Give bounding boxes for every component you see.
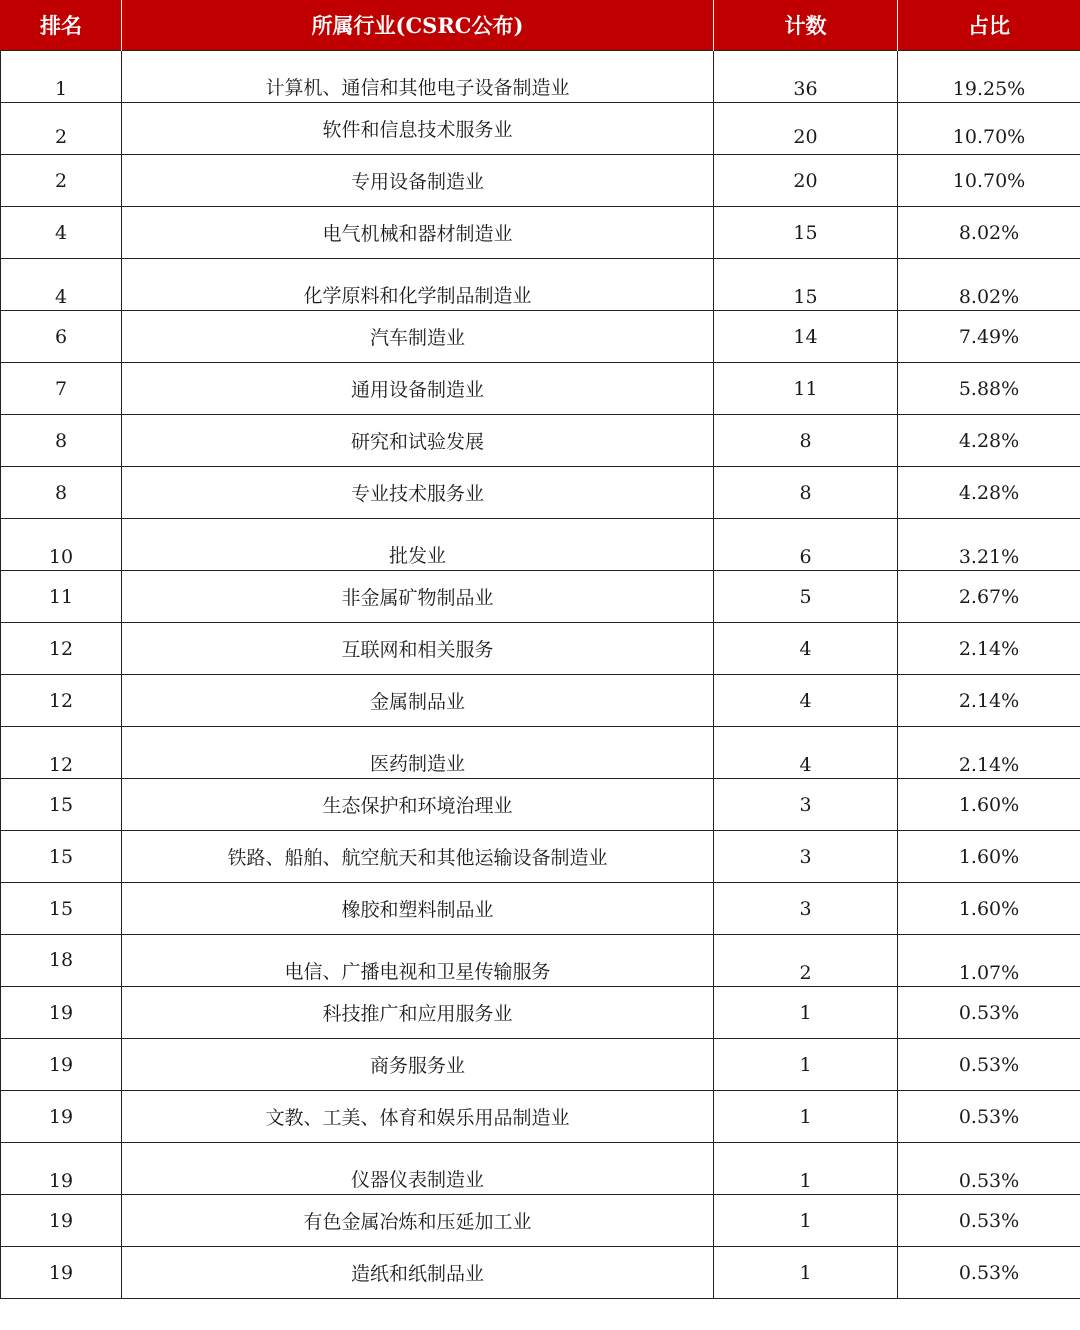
table-row [1, 571, 1080, 623]
table-row [1, 623, 1080, 675]
cell-share: 8.02% [898, 259, 1080, 311]
cell-industry: 金属制品业 [122, 675, 714, 727]
cell-industry: 造纸和纸制品业 [122, 1247, 714, 1299]
header-rank: 排名 [1, 0, 122, 51]
cell-industry: 非金属矿物制品业 [122, 571, 714, 623]
table-row [1, 779, 1080, 831]
cell-share: 2.14% [898, 727, 1080, 779]
table-header [1, 0, 1080, 51]
cell-share: 19.25% [898, 51, 1080, 103]
cell-share: 1.60% [898, 779, 1080, 831]
table-row [1, 1195, 1080, 1247]
cell-count: 1 [714, 1195, 898, 1247]
table-row [1, 155, 1080, 207]
cell-industry: 文教、工美、体育和娱乐用品制造业 [122, 1091, 714, 1143]
cell-count: 6 [714, 519, 898, 571]
cell-share: 2.14% [898, 675, 1080, 727]
cell-industry: 软件和信息技术服务业 [122, 103, 714, 155]
cell-rank: 2 [1, 155, 122, 207]
table-row [1, 467, 1080, 519]
cell-industry: 电信、广播电视和卫星传输服务 [122, 935, 714, 987]
cell-count: 3 [714, 779, 898, 831]
cell-industry: 生态保护和环境治理业 [122, 779, 714, 831]
cell-industry: 科技推广和应用服务业 [122, 987, 714, 1039]
cell-share: 0.53% [898, 1039, 1080, 1091]
cell-count: 1 [714, 1091, 898, 1143]
cell-share: 0.53% [898, 1247, 1080, 1299]
cell-share: 10.70% [898, 155, 1080, 207]
table-row [1, 51, 1080, 103]
cell-industry: 批发业 [122, 519, 714, 571]
cell-count: 1 [714, 1247, 898, 1299]
cell-share: 1.60% [898, 831, 1080, 883]
header-count: 计数 [714, 0, 898, 51]
cell-rank: 19 [1, 1247, 122, 1299]
cell-count: 15 [714, 259, 898, 311]
table-row [1, 363, 1080, 415]
cell-rank: 12 [1, 675, 122, 727]
cell-rank: 15 [1, 883, 122, 935]
cell-share: 8.02% [898, 207, 1080, 259]
cell-count: 1 [714, 1039, 898, 1091]
cell-industry: 仪器仪表制造业 [122, 1143, 714, 1195]
cell-rank: 19 [1, 1039, 122, 1091]
cell-rank: 12 [1, 623, 122, 675]
cell-share: 5.88% [898, 363, 1080, 415]
cell-industry: 计算机、通信和其他电子设备制造业 [122, 51, 714, 103]
cell-rank: 19 [1, 1143, 122, 1195]
cell-industry: 铁路、船舶、航空航天和其他运输设备制造业 [122, 831, 714, 883]
cell-industry: 橡胶和塑料制品业 [122, 883, 714, 935]
table-row [1, 883, 1080, 935]
cell-share: 4.28% [898, 467, 1080, 519]
cell-count: 3 [714, 883, 898, 935]
table-row [1, 259, 1080, 311]
cell-industry: 化学原料和化学制品制造业 [122, 259, 714, 311]
table-row [1, 1247, 1080, 1299]
cell-rank: 1 [1, 51, 122, 103]
cell-industry: 有色金属冶炼和压延加工业 [122, 1195, 714, 1247]
cell-count: 20 [714, 155, 898, 207]
cell-count: 4 [714, 675, 898, 727]
cell-rank: 11 [1, 571, 122, 623]
cell-industry: 通用设备制造业 [122, 363, 714, 415]
cell-industry: 专业技术服务业 [122, 467, 714, 519]
table-row [1, 103, 1080, 155]
header-share: 占比 [898, 0, 1080, 51]
cell-rank: 6 [1, 311, 122, 363]
table-row [1, 935, 1080, 987]
cell-count: 11 [714, 363, 898, 415]
cell-count: 3 [714, 831, 898, 883]
table-row [1, 207, 1080, 259]
cell-rank: 12 [1, 727, 122, 779]
cell-share: 10.70% [898, 103, 1080, 155]
table-row [1, 1091, 1080, 1143]
cell-count: 4 [714, 727, 898, 779]
cell-rank: 4 [1, 207, 122, 259]
table-row [1, 519, 1080, 571]
cell-rank: 10 [1, 519, 122, 571]
cell-rank: 4 [1, 259, 122, 311]
cell-count: 14 [714, 311, 898, 363]
table-row [1, 675, 1080, 727]
table-row [1, 987, 1080, 1039]
cell-rank: 19 [1, 987, 122, 1039]
table-row [1, 415, 1080, 467]
cell-rank: 19 [1, 1091, 122, 1143]
cell-industry: 汽车制造业 [122, 311, 714, 363]
cell-share: 0.53% [898, 1091, 1080, 1143]
cell-count: 1 [714, 1143, 898, 1195]
cell-share: 0.53% [898, 1143, 1080, 1195]
table-row [1, 1039, 1080, 1091]
cell-industry: 医药制造业 [122, 727, 714, 779]
cell-count: 2 [714, 935, 898, 987]
cell-count: 4 [714, 623, 898, 675]
cell-count: 36 [714, 51, 898, 103]
cell-share: 2.14% [898, 623, 1080, 675]
header-row [1, 0, 1080, 51]
cell-count: 8 [714, 467, 898, 519]
cell-rank: 15 [1, 779, 122, 831]
cell-share: 1.60% [898, 883, 1080, 935]
table-row [1, 1143, 1080, 1195]
cell-share: 2.67% [898, 571, 1080, 623]
cell-industry: 专用设备制造业 [122, 155, 714, 207]
table-row [1, 831, 1080, 883]
table-row [1, 311, 1080, 363]
cell-share: 3.21% [898, 519, 1080, 571]
cell-count: 8 [714, 415, 898, 467]
cell-rank: 8 [1, 415, 122, 467]
cell-share: 4.28% [898, 415, 1080, 467]
cell-share: 0.53% [898, 987, 1080, 1039]
header-industry: 所属行业(CSRC公布) [122, 0, 714, 51]
cell-industry: 研究和试验发展 [122, 415, 714, 467]
cell-rank: 15 [1, 831, 122, 883]
table-row [1, 727, 1080, 779]
table-body [1, 51, 1080, 1299]
cell-count: 1 [714, 987, 898, 1039]
cell-share: 1.07% [898, 935, 1080, 987]
cell-rank: 7 [1, 363, 122, 415]
cell-rank: 2 [1, 103, 122, 155]
cell-count: 15 [714, 207, 898, 259]
cell-count: 20 [714, 103, 898, 155]
cell-rank: 18 [1, 935, 122, 987]
cell-share: 0.53% [898, 1195, 1080, 1247]
cell-rank: 8 [1, 467, 122, 519]
cell-industry: 电气机械和器材制造业 [122, 207, 714, 259]
cell-industry: 互联网和相关服务 [122, 623, 714, 675]
cell-share: 7.49% [898, 311, 1080, 363]
cell-count: 5 [714, 571, 898, 623]
cell-rank: 19 [1, 1195, 122, 1247]
cell-industry: 商务服务业 [122, 1039, 714, 1091]
